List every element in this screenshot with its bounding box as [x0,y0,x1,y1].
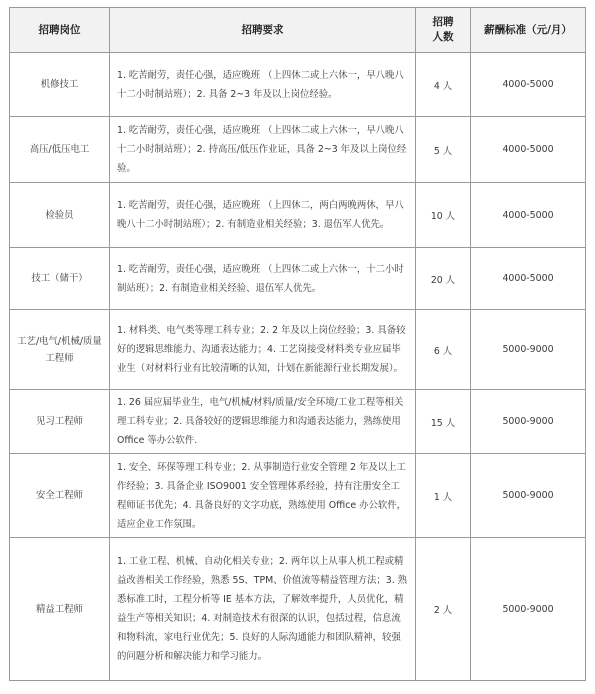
position-cell: 机修技工 [10,53,110,117]
salary-cell: 5000-9000 [471,310,586,390]
header-salary: 薪酬标准（元/月） [471,8,586,53]
requirement-cell: 1. 吃苦耐劳，责任心强，适应晚班 （上四休二或上六休一，十二小时制站班）；2. 有制造业相关经验、退伍军人优先。 [110,248,416,310]
position-cell: 检验员 [10,183,110,248]
table-row [10,248,586,310]
position-cell: 精益工程师 [10,538,110,681]
count-cell: 20 人 [416,248,471,310]
count-cell: 15 人 [416,390,471,454]
requirement-cell: 1. 26 届应届毕业生，电气/机械/材料/质量/安全环境/工业工程等相关理工科专业；2. 具备较好的逻辑思维能力和沟通表达能力，熟练使用 Office 等办公软件. [110,390,416,454]
salary-cell: 4000-5000 [471,248,586,310]
table-row [10,538,586,681]
header-requirement: 招聘要求 [110,8,416,53]
table-row [10,183,586,248]
salary-cell: 4000-5000 [471,117,586,183]
count-cell: 4 人 [416,53,471,117]
table-header-row [10,8,586,53]
count-cell: 1 人 [416,454,471,538]
table-row [10,53,586,117]
table-row [10,117,586,183]
position-cell: 高压/低压电工 [10,117,110,183]
count-cell: 6 人 [416,310,471,390]
header-count-line2: 人数 [432,31,454,43]
recruitment-table [9,7,586,681]
header-position: 招聘岗位 [10,8,110,53]
position-cell: 技工（储干） [10,248,110,310]
header-count-line1: 招聘 [432,16,454,28]
count-cell: 10 人 [416,183,471,248]
count-cell: 5 人 [416,117,471,183]
position-cell: 安全工程师 [10,454,110,538]
salary-cell: 4000-5000 [471,183,586,248]
salary-cell: 5000-9000 [471,538,586,681]
requirement-cell: 1. 材料类、电气类等理工科专业；2. 2 年及以上岗位经验；3. 具备较好的逻辑思维能力、沟通表达能力；4. 工艺岗接受材料类专业应届毕业生（对材料行业有比较清晰的认知，计划在新能源行业长期发展）。 [110,310,416,390]
table-row [10,310,586,390]
salary-cell: 5000-9000 [471,390,586,454]
salary-cell: 5000-9000 [471,454,586,538]
recruitment-table-container [9,7,586,681]
position-cell: 工艺/电气/机械/质量工程师 [10,310,110,390]
header-count [416,8,471,53]
requirement-cell: 1. 吃苦耐劳，责任心强，适应晚班 （上四休二或上六休一，早八晚八十二小时制站班）；2. 持高压/低压作业证，具备 2~3 年及以上岗位经验。 [110,117,416,183]
salary-cell: 4000-5000 [471,53,586,117]
count-cell: 2 人 [416,538,471,681]
position-cell: 见习工程师 [10,390,110,454]
table-row [10,390,586,454]
requirement-cell: 1. 工业工程、机械、自动化相关专业；2. 两年以上从事人机工程或精益改善相关工作经验，熟悉 5S、TPM、价值流等精益管理方法；3. 熟悉标准工时，工程分析等 IE 基本方法，了解效率提升，人员优化，精益生产等相关知识；4. 对制造技术有很深的认识，包括过程，信息流和物料流，家电行业优先；5. 良好的人际沟通能力和团队精神，较强的问题分析和解决能力和学习能力。 [110,538,416,681]
table-row [10,454,586,538]
requirement-cell: 1. 安全、环保等理工科专业；2. 从事制造行业安全管理 2 年及以上工作经验；3. 具备企业 ISO9001 安全管理体系经验，持有注册安全工程师证书优先；4. 具备良好的文字功底，熟练使用 Office 办公软件，适应企业工作氛围。 [110,454,416,538]
requirement-cell: 1. 吃苦耐劳，责任心强，适应晚班 （上四休二或上六休一，早八晚八十二小时制站班）；2. 具备 2~3 年及以上岗位经验。 [110,53,416,117]
requirement-cell: 1. 吃苦耐劳，责任心强，适应晚班 （上四休二，两白两晚两休，早八晚八十二小时制站班）；2. 有制造业相关经验；3. 退伍军人优先。 [110,183,416,248]
